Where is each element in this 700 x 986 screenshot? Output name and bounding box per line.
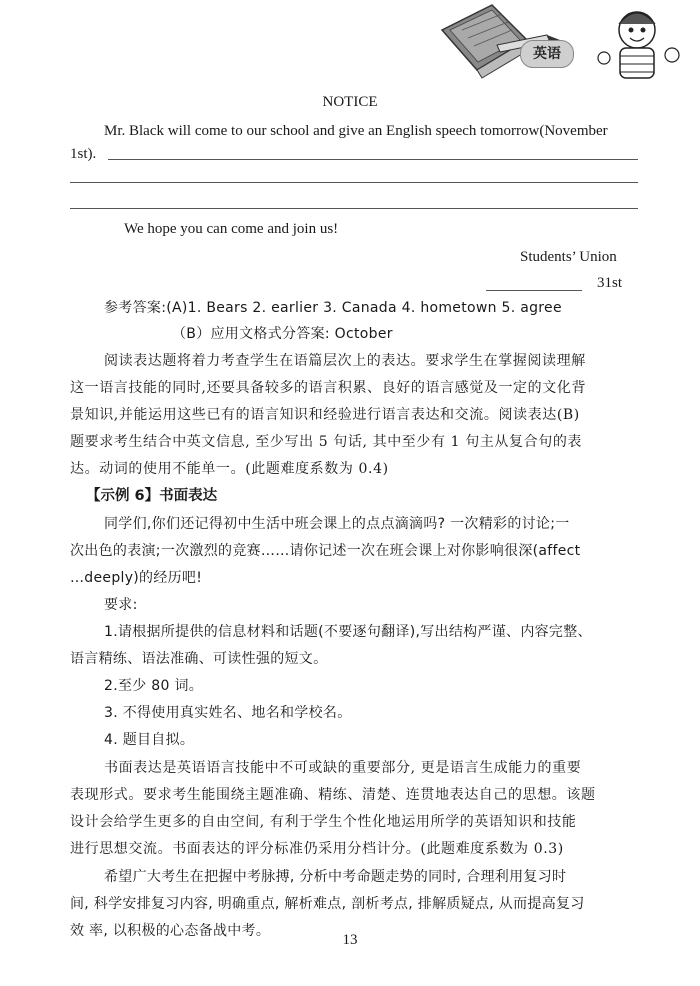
requirements-title: 要求:: [104, 597, 138, 613]
para1-line: 景知识,并能运用这些已有的语言知识和经验进行语言表达和交流。阅读表达(B): [70, 407, 580, 423]
requirement-line: 语言精练、语法准确、可读性强的短文。: [70, 651, 328, 667]
subject-badge: [520, 40, 574, 68]
date-blank: [486, 290, 582, 291]
subject-badge-text: 英语: [533, 46, 561, 62]
answer-line-a: 参考答案:(A)1. Bears 2. earlier 3. Canada 4. hometown 5. agree: [104, 300, 562, 316]
para1-line: 阅读表达题将着力考查学生在语篇层次上的表达。要求学生在掌握阅读理解: [104, 353, 586, 369]
para1-line: 题要求考生结合中英文信息, 至少写出 5 句话, 其中至少有 1 句主从复合句的表: [70, 434, 583, 450]
cartoon-kid-icon: [598, 12, 679, 78]
notice-body-line2: 1st).: [70, 146, 97, 162]
page-number: 13: [342, 932, 358, 948]
para2-line: 进行思想交流。书面表达的评分标准仍采用分档计分。(此题难度系数为 0.3): [70, 841, 564, 857]
para1-line: 达。动词的使用不能单一。(此题难度系数为 0.4): [70, 461, 389, 477]
para3-line: 效 率, 以积极的心态备战中考。: [70, 923, 271, 939]
para2-line: 书面表达是英语语言技能中不可或缺的重要部分, 更是语言生成能力的重要: [104, 760, 582, 776]
blank-line-3: [70, 208, 638, 209]
answer-line-b: （B）应用文格式分答案: October: [172, 326, 393, 342]
prompt-line: 同学们,你们还记得初中生活中班会课上的点点滴滴吗? 一次精彩的讨论;一: [104, 516, 570, 532]
para2-line: 表现形式。要求考生能围绕主题准确、精练、清楚、连贯地表达自己的思想。该题: [70, 787, 596, 803]
blank-line-1: [108, 159, 638, 160]
prompt-line: 次出色的表演;一次激烈的竞赛……请你记述一次在班会课上对你影响很深(affect: [70, 543, 581, 559]
requirement-line: 2.至少 80 词。: [104, 678, 204, 694]
notice-body-line1: Mr. Black will come to our school and give an English speech tomorrow(November: [104, 123, 608, 139]
notice-title: NOTICE: [322, 94, 378, 110]
prompt-line: …deeply)的经历吧!: [70, 570, 203, 586]
para1-line: 这一语言技能的同时,还要具备较多的语言积累、良好的语言感觉及一定的文化背: [70, 380, 587, 396]
para3-line: 间, 科学安排复习内容, 明确重点, 解析难点, 剖析考点, 排解质疑点, 从而提高复习: [70, 896, 585, 912]
notice-signature: Students’ Union: [520, 249, 617, 265]
requirement-line: 1.请根据所提供的信息材料和话题(不要逐句翻译),写出结构严谨、内容完整、: [104, 624, 592, 640]
example-heading: 【示例 6】书面表达: [86, 488, 218, 504]
notice-closing: We hope you can come and join us!: [124, 221, 339, 237]
requirement-line: 4. 题目自拟。: [104, 732, 195, 748]
notice-date-suffix: 31st: [597, 275, 623, 291]
requirement-line: 3. 不得使用真实姓名、地名和学校名。: [104, 705, 352, 721]
blank-line-2: [70, 182, 638, 183]
para3-line: 希望广大考生在把握中考脉搏, 分析中考命题走势的同时, 合理利用复习时: [104, 869, 567, 885]
para2-line: 设计会给学生更多的自由空间, 有利于学生个性化地运用所学的英语知识和技能: [70, 814, 577, 830]
